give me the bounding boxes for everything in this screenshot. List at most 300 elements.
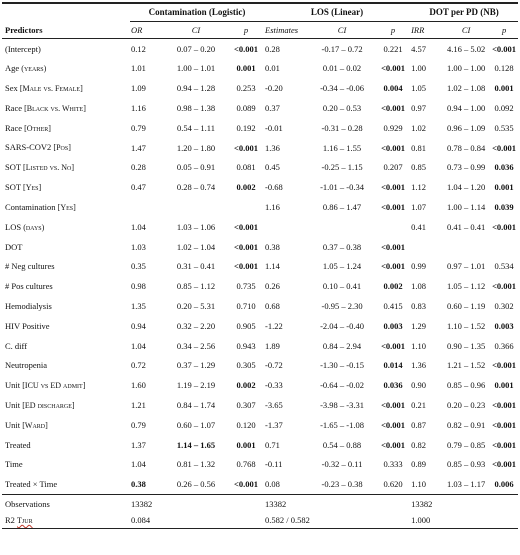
predictor-cell [2, 138, 130, 158]
estimate-cell: 0.97 [411, 103, 426, 114]
p-cell: <0.001 [492, 221, 517, 232]
predictor-cell [2, 237, 130, 257]
ci-cell: 1.00 – 1.00 [446, 63, 486, 74]
estimate-cell: 0.38 [265, 241, 280, 252]
predictor-name: SOT [5, 162, 21, 173]
predictors-header: Predictors [2, 22, 130, 39]
ci-cell: 0.20 – 0.53 [322, 103, 362, 114]
sub-header-estimates: Estimates [264, 22, 308, 39]
ci-cell: 0.85 – 1.12 [176, 281, 216, 292]
estimate-cell: 0.83 [411, 301, 426, 311]
estimate-cell: -0.33 [265, 380, 283, 391]
group-header-los: LOS (Linear) [264, 3, 410, 22]
estimate-cell: 0.21 [411, 399, 426, 410]
ci-cell: 0.81 – 1.32 [176, 459, 216, 470]
p-cell: <0.001 [381, 399, 406, 410]
estimate-cell: -0.11 [265, 459, 283, 470]
p-cell: 0.128 [494, 63, 514, 74]
p-cell: 0.120 [236, 419, 256, 430]
estimate-cell: 0.89 [411, 459, 426, 470]
predictor-cell [2, 415, 130, 435]
ci-cell: 0.28 – 0.74 [176, 182, 216, 193]
ci-cell: 0.20 – 5.31 [176, 301, 216, 311]
table-row [2, 395, 518, 415]
ci-cell: 0.98 – 1.38 [176, 103, 216, 114]
table-row [2, 296, 518, 316]
estimate-cell: -0.01 [265, 122, 283, 133]
table-row [2, 138, 518, 158]
estimate-cell: 1.36 [411, 360, 426, 371]
ci-cell: -1.01 – -0.34 [320, 182, 364, 193]
ci-cell [442, 237, 490, 257]
p-cell: 0.535 [494, 122, 514, 133]
p-cell: 0.905 [236, 320, 256, 331]
estimate-cell: 1.37 [131, 439, 146, 450]
predictor-cell [2, 277, 130, 297]
predictor-level: (days) [23, 222, 45, 232]
p-cell: 0.003 [494, 320, 514, 331]
ci-cell: -1.65 – -1.08 [320, 419, 364, 430]
table-row [2, 475, 518, 495]
p-cell: 0.768 [236, 459, 256, 470]
ci-cell: 1.14 – 1.65 [176, 439, 216, 450]
p-cell [376, 217, 410, 237]
observations-value: 13382 [264, 495, 410, 513]
predictor-cell [2, 455, 130, 475]
predictor-name: HIV Positive [5, 320, 50, 331]
ci-cell: 0.78 – 0.84 [446, 142, 486, 153]
predictor-level: [Other] [24, 123, 51, 133]
table-row [2, 336, 518, 356]
table-row [2, 316, 518, 336]
predictor-cell [2, 178, 130, 198]
p-cell: 0.207 [383, 162, 403, 173]
p-cell: 0.302 [494, 301, 514, 311]
estimate-cell: 1.47 [131, 142, 146, 153]
predictor-cell [2, 395, 130, 415]
predictor-cell [2, 39, 130, 59]
p-cell: <0.001 [234, 43, 258, 54]
estimate-cell: 0.71 [265, 439, 280, 450]
ci-cell: 0.05 – 0.91 [176, 162, 216, 173]
predictor-cell [2, 197, 130, 217]
p-cell: 0.620 [383, 479, 403, 490]
p-cell: 0.001 [494, 380, 514, 391]
p-cell: <0.001 [492, 439, 517, 450]
estimate-cell: 1.03 [131, 241, 146, 252]
p-cell: 0.333 [383, 459, 403, 470]
table-row [2, 257, 518, 277]
predictor-cell [2, 98, 130, 118]
estimate-cell: 1.60 [131, 380, 146, 391]
predictor-name: Race [5, 122, 22, 133]
p-cell: 0.710 [236, 301, 256, 311]
p-cell: 0.943 [236, 340, 256, 351]
predictor-level: [Yes] [57, 202, 76, 212]
ci-cell: 0.84 – 2.94 [322, 340, 362, 351]
estimate-cell: 0.47 [131, 182, 146, 193]
estimate-cell: 1.16 [265, 202, 280, 213]
estimate-cell: 1.21 [131, 399, 146, 410]
predictor-cell [2, 376, 130, 396]
p-cell: 0.001 [236, 63, 256, 74]
table-row [2, 79, 518, 99]
r2-label: R2 [5, 514, 15, 525]
estimate-cell: 1.07 [411, 202, 426, 213]
estimate-cell: 1.04 [131, 221, 146, 232]
estimate-cell: 0.90 [411, 380, 426, 391]
estimate-cell: 1.04 [131, 459, 146, 470]
ci-cell: 4.16 – 5.02 [446, 43, 486, 54]
regression-table [2, 2, 518, 529]
predictor-name: Unit [5, 379, 21, 390]
r2-label-cell [2, 512, 130, 529]
sub-header-or: OR [130, 22, 164, 39]
predictor-name: Treated × Time [5, 479, 58, 490]
estimate-cell [264, 217, 308, 237]
predictor-cell [2, 257, 130, 277]
p-cell: 0.929 [383, 122, 403, 133]
estimate-cell: 1.05 [411, 83, 426, 94]
ci-cell: 0.90 – 1.35 [446, 340, 486, 351]
estimate-cell: -0.72 [265, 360, 283, 371]
ci-cell: 1.20 – 1.80 [176, 142, 216, 153]
ci-cell: 1.03 – 1.06 [176, 221, 216, 232]
p-cell: 0.002 [383, 281, 403, 292]
p-cell: <0.001 [234, 479, 258, 490]
observations-row [2, 495, 518, 513]
p-cell: 0.001 [494, 83, 514, 94]
ci-cell: 0.54 – 0.88 [322, 439, 362, 450]
estimate-cell: 0.01 [265, 63, 280, 74]
estimate-cell: 0.94 [131, 320, 146, 331]
predictor-name: SOT [5, 181, 21, 192]
estimate-cell: 0.79 [131, 122, 146, 133]
p-cell: 0.002 [236, 380, 256, 391]
ci-cell: 1.19 – 2.19 [176, 380, 216, 391]
estimate-cell: 1.89 [265, 340, 280, 351]
p-cell: <0.001 [381, 142, 406, 153]
table-body [2, 39, 518, 495]
estimate-cell: 0.99 [411, 261, 426, 272]
predictor-name: LOS [5, 221, 22, 232]
predictor-cell [2, 217, 130, 237]
p-cell: 0.092 [494, 103, 514, 114]
ci-cell: 1.05 – 1.24 [322, 261, 362, 272]
table-row [2, 197, 518, 217]
predictor-name: Unit [5, 419, 21, 430]
ci-cell: -0.64 – -0.02 [320, 380, 364, 391]
estimate-cell: 1.04 [131, 340, 146, 351]
estimate-cell: 0.41 [411, 221, 426, 232]
ci-cell: 0.73 – 0.99 [446, 162, 486, 173]
table-row [2, 455, 518, 475]
predictor-cell [2, 296, 130, 316]
estimate-cell: 1.36 [265, 142, 280, 153]
p-cell: 0.307 [236, 399, 256, 410]
predictor-name: Time [5, 459, 23, 470]
predictor-cell [2, 435, 130, 455]
group-header-dot: DOT per PD (NB) [410, 3, 518, 22]
header-blank-cell [2, 3, 130, 22]
table-row [2, 237, 518, 257]
sub-header-p: p [376, 22, 410, 39]
p-cell: 0.001 [236, 439, 256, 450]
estimate-cell: 0.82 [411, 439, 426, 450]
p-cell: <0.001 [492, 43, 517, 54]
observations-value: 13382 [130, 495, 264, 513]
predictor-level: [Male vs. Female] [19, 83, 83, 93]
ci-cell: 0.96 – 1.09 [446, 122, 486, 133]
p-cell: <0.001 [381, 261, 406, 272]
estimate-cell: 1.16 [131, 103, 146, 114]
ci-cell: 0.79 – 0.85 [446, 439, 486, 450]
ci-cell: 1.03 – 1.17 [446, 479, 486, 490]
estimate-cell: 0.98 [131, 281, 146, 292]
estimate-cell: 0.81 [411, 142, 426, 153]
table-row [2, 178, 518, 198]
predictor-name: C. diff [5, 340, 28, 351]
table-row [2, 376, 518, 396]
p-cell: 0.006 [494, 479, 514, 490]
p-cell: <0.001 [234, 221, 258, 232]
estimate-cell: 0.87 [411, 419, 426, 430]
p-cell: <0.001 [234, 241, 258, 252]
p-cell: 0.192 [236, 122, 256, 133]
estimate-cell: 0.38 [131, 479, 146, 490]
p-cell: <0.001 [492, 399, 517, 410]
p-cell: 0.534 [494, 261, 514, 272]
ci-cell: 1.02 – 1.08 [446, 83, 486, 94]
ci-cell: 0.60 – 1.19 [446, 301, 486, 311]
p-cell: 0.221 [383, 43, 403, 54]
sub-header-ci: CI [308, 22, 376, 39]
estimate-cell: 0.79 [131, 419, 146, 430]
p-cell: 0.039 [494, 202, 514, 213]
sub-header-ci: CI [164, 22, 228, 39]
p-cell: 0.366 [494, 340, 514, 351]
ci-cell: 1.00 – 1.01 [176, 63, 216, 74]
p-cell: 0.305 [236, 360, 256, 371]
estimate-cell: -1.37 [265, 419, 283, 430]
p-cell: 0.003 [383, 320, 403, 331]
predictor-cell [2, 336, 130, 356]
estimate-cell: 0.26 [265, 281, 280, 292]
estimate-cell: -1.22 [265, 320, 283, 331]
sub-header-p: p [228, 22, 264, 39]
sub-header-p: p [490, 22, 518, 39]
predictor-cell [2, 79, 130, 99]
predictor-level: [Ward] [22, 420, 48, 430]
estimate-cell: 0.37 [265, 103, 280, 114]
ci-cell: -0.95 – 2.30 [321, 301, 363, 311]
ci-cell: 0.10 – 0.41 [322, 281, 362, 292]
ci-cell: -0.17 – 0.72 [321, 43, 363, 54]
predictor-cell [2, 316, 130, 336]
estimate-cell: 1.02 [411, 122, 426, 133]
ci-cell: -0.25 – 1.15 [321, 162, 363, 173]
observations-value: 13382 [410, 495, 518, 513]
ci-cell: -0.34 – -0.06 [320, 83, 364, 94]
ci-cell: 1.02 – 1.04 [176, 241, 216, 252]
r2-value: 0.084 [130, 512, 264, 529]
p-cell: 0.253 [236, 83, 256, 94]
group-header-contamination: Contamination (Logistic) [130, 3, 264, 22]
p-cell: <0.001 [381, 439, 406, 450]
p-cell: <0.001 [492, 142, 517, 153]
estimate-cell: 0.28 [131, 162, 146, 173]
estimate-cell: 4.57 [411, 43, 426, 54]
predictor-name: Race [5, 102, 22, 113]
ci-cell: 0.54 – 1.11 [177, 122, 215, 133]
p-cell: <0.001 [381, 419, 406, 430]
ci-cell: 0.41 – 0.41 [446, 221, 486, 232]
p-cell: <0.001 [234, 142, 258, 153]
predictor-level: [Yes] [23, 182, 42, 192]
p-cell: 0.001 [494, 182, 514, 193]
r2-value: 0.582 / 0.582 [264, 512, 410, 529]
estimate-cell: 1.09 [131, 83, 146, 94]
p-cell: 0.089 [236, 103, 256, 114]
p-cell: <0.001 [381, 340, 406, 351]
r2-row [2, 512, 518, 529]
r2-value: 1.000 [410, 512, 518, 529]
table-row [2, 158, 518, 178]
p-cell: <0.001 [234, 261, 258, 272]
sub-header-ci: CI [442, 22, 490, 39]
estimate-cell: 0.68 [265, 301, 280, 311]
estimate-cell: 0.12 [131, 43, 146, 54]
ci-cell: 0.31 – 0.41 [176, 261, 216, 272]
ci-cell: 0.20 – 0.23 [446, 399, 486, 410]
ci-cell: 1.04 – 1.20 [446, 182, 486, 193]
ci-cell: 0.85 – 0.96 [446, 380, 486, 391]
ci-cell: 0.37 – 1.29 [176, 360, 216, 371]
predictor-name: # Pos cultures [5, 281, 53, 292]
predictor-name: (Intercept) [5, 43, 41, 54]
p-cell: 0.735 [236, 281, 256, 292]
ci-cell [164, 197, 228, 217]
ci-cell: -2.04 – -0.40 [320, 320, 364, 331]
ci-cell: 0.26 – 0.56 [176, 479, 216, 490]
p-cell: <0.001 [492, 419, 517, 430]
predictor-level: [Listed vs. No] [23, 163, 75, 173]
predictor-level: [ED discharge] [22, 400, 75, 410]
ci-cell: 0.01 – 0.02 [322, 63, 362, 74]
predictor-level: [Pos] [53, 143, 71, 153]
ci-cell: 1.00 – 1.14 [446, 202, 486, 213]
estimate-cell: 1.10 [411, 340, 426, 351]
predictor-cell [2, 356, 130, 376]
estimate-cell: -3.65 [265, 399, 283, 410]
ci-cell: 0.60 – 1.07 [176, 419, 216, 430]
ci-cell: 0.94 – 1.00 [446, 103, 486, 114]
predictor-cell [2, 118, 130, 138]
ci-cell: 0.97 – 1.01 [446, 261, 486, 272]
table-row [2, 59, 518, 79]
p-cell: 0.415 [383, 301, 403, 311]
predictor-name: Contamination [5, 201, 56, 212]
estimate-cell [130, 197, 164, 217]
estimate-cell: 0.85 [411, 162, 426, 173]
predictor-name: Neutropenia [5, 360, 48, 371]
p-cell: 0.002 [236, 182, 256, 193]
estimate-cell: 0.28 [265, 43, 280, 54]
p-cell: <0.001 [492, 459, 517, 470]
ci-cell: -0.31 – 0.28 [321, 122, 363, 133]
estimate-cell: 0.72 [131, 360, 146, 371]
p-cell: 0.081 [236, 162, 256, 173]
ci-cell: 1.10 – 1.52 [446, 320, 486, 331]
predictor-name: Age [5, 63, 20, 74]
predictor-cell [2, 475, 130, 495]
estimate-cell: 1.08 [411, 281, 426, 292]
estimate-cell: -0.20 [265, 83, 283, 94]
predictor-cell [2, 59, 130, 79]
ci-cell: 0.94 – 1.28 [176, 83, 216, 94]
p-cell: <0.001 [381, 241, 406, 252]
p-cell: <0.001 [381, 63, 406, 74]
table-row [2, 356, 518, 376]
p-cell [228, 197, 264, 217]
r2-sub-label: Tjur [17, 515, 33, 525]
predictor-name: # Neg cultures [5, 261, 55, 272]
p-cell: <0.001 [381, 202, 406, 213]
table-row [2, 39, 518, 59]
predictor-cell [2, 158, 130, 178]
ci-cell: 1.16 – 1.55 [322, 142, 362, 153]
predictor-level: [ICU vs ED admit] [22, 380, 86, 390]
ci-cell: -0.23 – 0.38 [321, 479, 363, 490]
estimate-cell: 1.01 [131, 63, 146, 74]
ci-cell: 1.21 – 1.52 [446, 360, 486, 371]
p-cell: 0.004 [383, 83, 403, 94]
ci-cell: -0.32 – 0.11 [321, 459, 363, 470]
ci-cell: 0.32 – 2.20 [176, 320, 216, 331]
predictor-name: DOT [5, 241, 23, 252]
table-row [2, 98, 518, 118]
p-cell [490, 237, 518, 257]
ci-cell: 0.37 – 0.38 [322, 241, 362, 252]
observations-label: Observations [2, 495, 130, 513]
ci-cell: 0.07 – 0.20 [176, 43, 216, 54]
estimate-cell: 1.14 [265, 261, 280, 272]
estimate-cell: 1.29 [411, 320, 426, 331]
ci-cell: -1.30 – -0.15 [320, 360, 364, 371]
estimate-cell: 1.35 [131, 301, 146, 311]
ci-cell: 0.82 – 0.91 [446, 419, 486, 430]
p-cell: <0.001 [492, 281, 517, 292]
sub-header-irr: IRR [410, 22, 442, 39]
ci-cell: 0.86 – 1.47 [322, 202, 362, 213]
ci-cell: 1.05 – 1.12 [446, 281, 486, 292]
p-cell: 0.036 [494, 162, 514, 173]
predictor-name: Sex [5, 82, 18, 93]
estimate-cell: 1.00 [411, 63, 426, 74]
ci-cell: 0.85 – 0.93 [446, 459, 486, 470]
sub-header-row [2, 22, 518, 39]
table-row [2, 415, 518, 435]
ci-cell [308, 217, 376, 237]
estimate-cell: 0.45 [265, 162, 280, 173]
table-row [2, 118, 518, 138]
predictor-name: Unit [5, 399, 21, 410]
table-row [2, 435, 518, 455]
p-cell: <0.001 [381, 182, 406, 193]
estimate-cell [410, 237, 442, 257]
estimate-cell: 1.10 [411, 479, 426, 490]
ci-cell: 0.84 – 1.74 [176, 399, 216, 410]
